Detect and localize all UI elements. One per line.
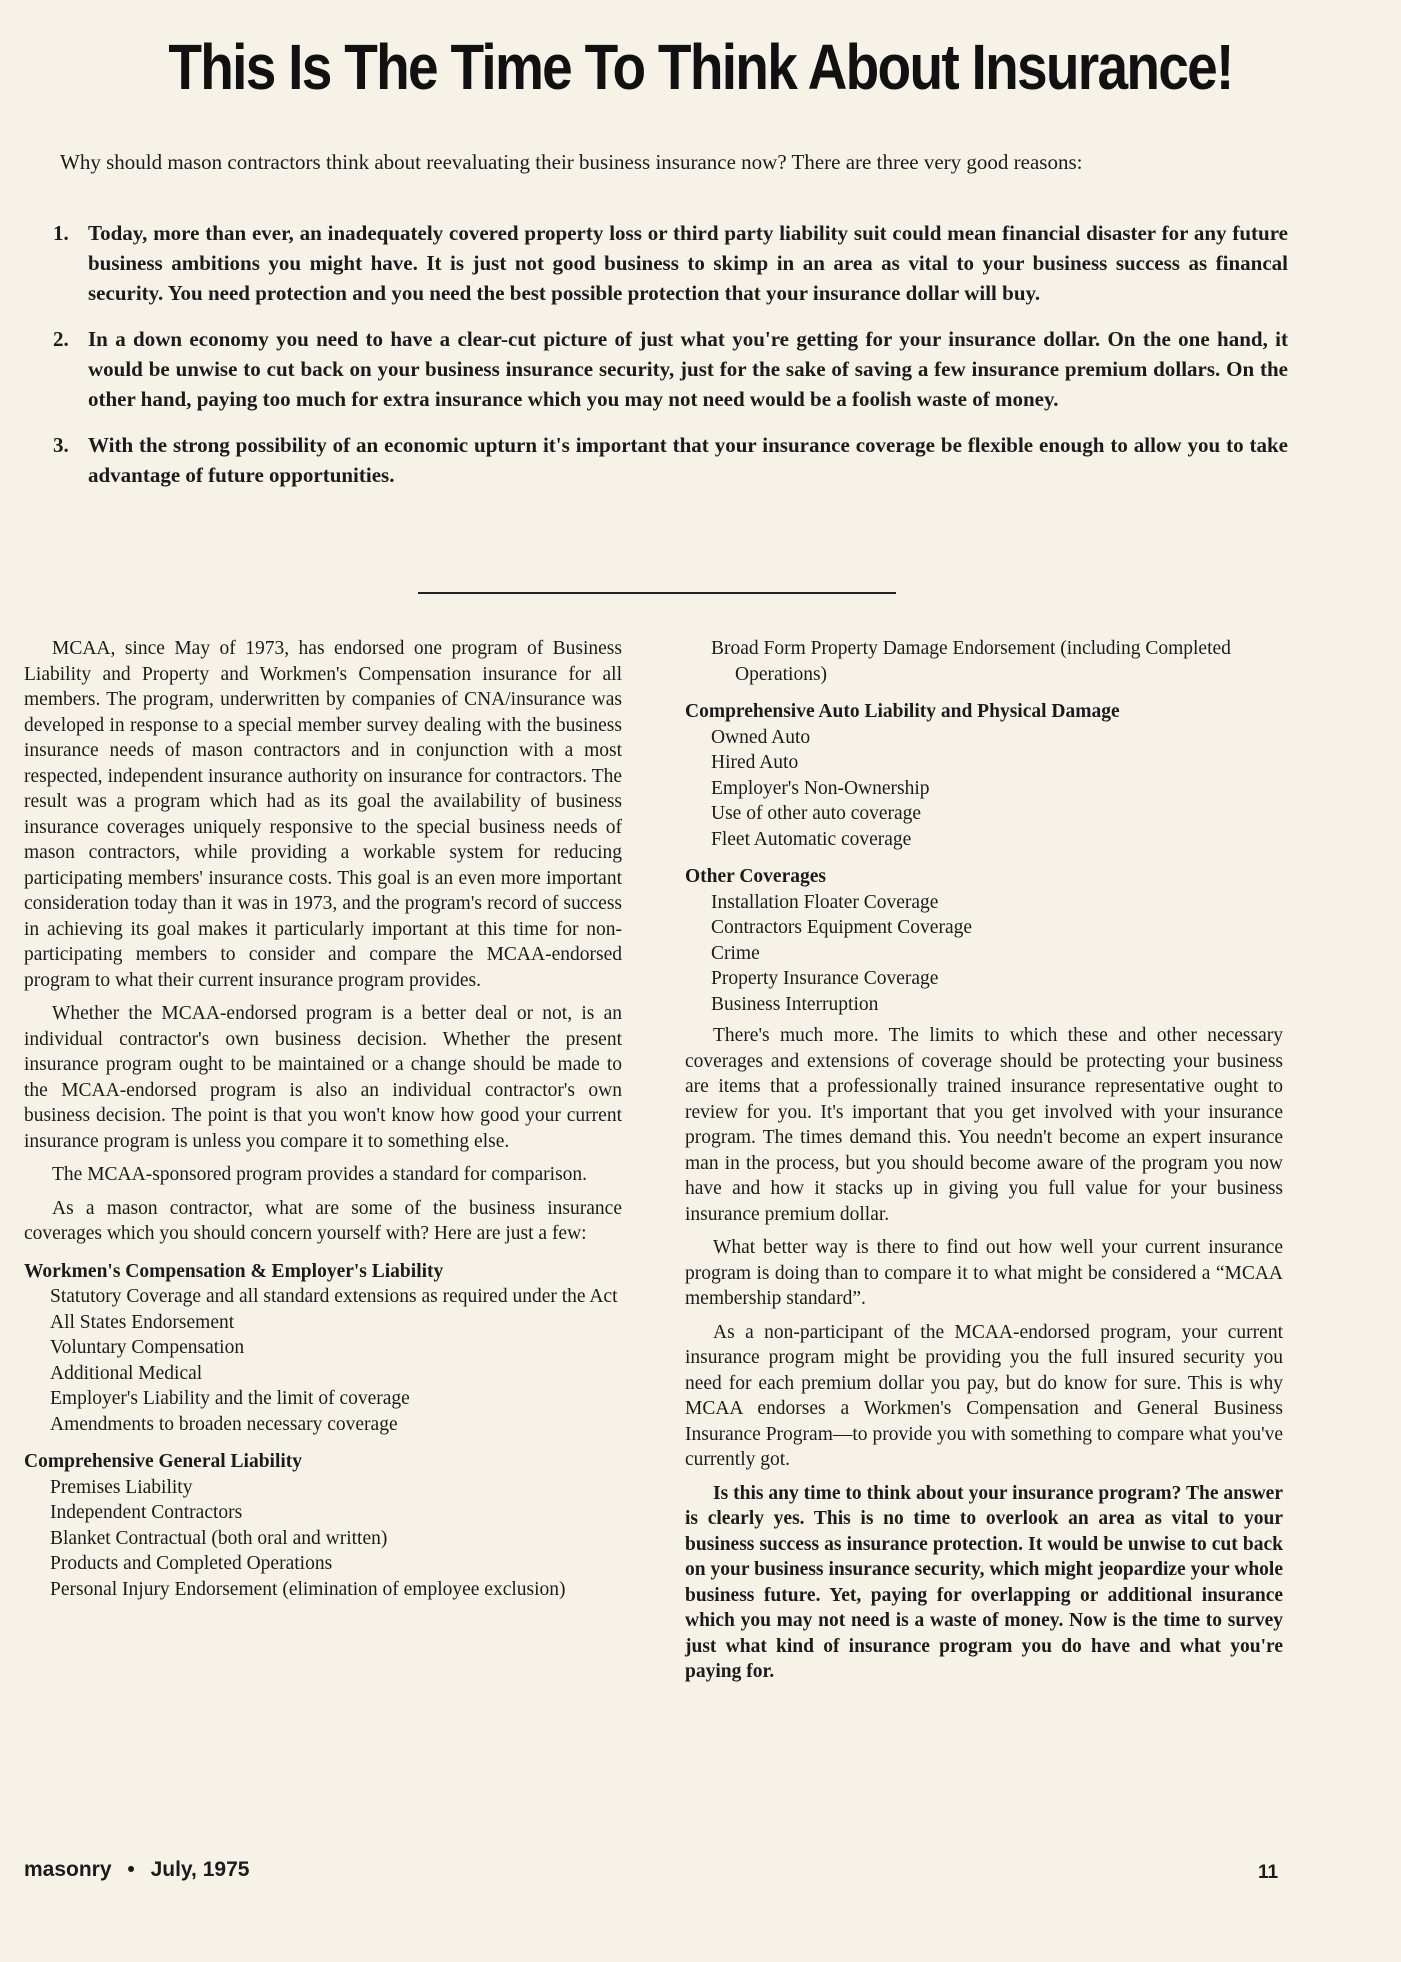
coverage-list-workmen: [24, 1284, 622, 1437]
left-column: [24, 636, 622, 1608]
section-divider: [418, 592, 896, 594]
body-paragraph: The MCAA-sponsored program provides a standard for comparison.: [52, 1164, 588, 1185]
reason-number: 2.: [53, 327, 69, 351]
list-item: Blanket Contractual (both oral and written): [50, 1527, 388, 1549]
body-paragraph: As a mason contractor, what are some of the business insurance coverages which you should concern yourself with? Here are just a few:: [24, 1197, 622, 1244]
body-paragraph: Whether the MCAA-endorsed program is a better deal or not, is an individual contractor's own business decision. Whether the present insurance program ought to be maintained or a change should be made to the MCAA-endorsed program is also an individual contractor's own business decision. The point is that you won't know how good your current insurance program is unless you compare it to something else.: [24, 1003, 622, 1152]
publication-name: masonry: [24, 1858, 112, 1881]
right-column: [685, 636, 1283, 1693]
reason-item: [50, 324, 1288, 414]
reason-text: In a down economy you need to have a clear-cut picture of just what you're getting for your insurance dollar. On the one hand, it would be unwise to cut back on your business insurance security, just for the sake of saving a few insurance premium dollars. On the other hand, paying too much for extra insurance which you may not need would be a foolish waste of money.: [88, 327, 1288, 411]
coverage-heading-workmen: Workmen's Compensation & Employer's Liability: [24, 1260, 444, 1282]
page-title: This Is The Time To Think About Insurance!: [168, 31, 1233, 103]
list-item: Hired Auto: [711, 752, 799, 773]
list-item: Premises Liability: [50, 1476, 193, 1498]
list-item: Employer's Non-Ownership: [711, 777, 930, 799]
list-item: Additional Medical: [50, 1362, 203, 1384]
list-item: Business Interruption: [711, 993, 879, 1015]
body-paragraph: MCAA, since May of 1973, has endorsed one program of Business Liability and Property and Workmen's Compensation insurance for all members. The program, underwritten by companies of CNA/insurance was developed in response to a special member survey dealing with the business insurance needs of mason contractors and in conjunction with a most respected, independent insurance authority on insurance for contractors. The result was a program which had as its goal the availability of business insurance coverages uniquely responsive to the special business needs of mason contractors, while providing a workable system for reducing participating members' insurance costs. This goal is an even more important consideration today than it was in 1973, and the program's record of success in achieving its goal makes it particularly important at this time for non-participating members to consider and compare the MCAA-endorsed program to what their current insurance program provides.: [24, 638, 622, 991]
list-item: Statutory Coverage and all standard extensions as required under the Act: [50, 1286, 618, 1307]
page-number: 11: [1258, 1862, 1279, 1883]
list-item: Owned Auto: [711, 726, 811, 748]
issue-date: July, 1975: [150, 1858, 250, 1881]
coverage-list-auto: [685, 725, 1283, 853]
coverage-heading-auto: Comprehensive Auto Liability and Physical Damage: [685, 701, 1120, 722]
list-item: Installation Floater Coverage: [711, 891, 939, 913]
body-paragraph: What better way is there to find out how well your current insurance program is doing than to compare it to what might be considered a “MCAA membership standard”.: [685, 1237, 1283, 1309]
footer-separator: •: [127, 1858, 135, 1881]
reasons-list: [50, 218, 1288, 506]
list-item: Crime: [711, 942, 760, 964]
closing-paragraph: Is this any time to think about your insurance program? The answer is clearly yes. This is no time to overlook an area as vital to your business success as insurance protection. It would be unwise to cut back on your business insurance security, which might jeopardize your whole business future. Yet, paying for overlapping or additional insurance which you may not need is a waste of money. Now is the time to survey just what kind of insurance program you do have and what you're paying for.: [685, 1482, 1283, 1682]
list-item: All States Endorsement: [50, 1311, 235, 1333]
list-item: Independent Contractors: [50, 1502, 243, 1523]
reason-item: [50, 430, 1288, 490]
list-item: Property Insurance Coverage: [711, 968, 939, 989]
footer-publication: [24, 1858, 249, 1882]
coverage-list-other: [685, 890, 1283, 1018]
reason-text: Today, more than ever, an inadequately covered property loss or third party liability suit could mean financial disaster for any future business ambitions you might have. It is just not good business to skimp in an area as vital to your business success as financal security. You need protection and you need the best possible protection that your insurance dollar will buy.: [88, 221, 1288, 305]
list-item: Fleet Automatic coverage: [711, 828, 912, 850]
list-item: Employer's Liability and the limit of coverage: [50, 1388, 410, 1409]
list-item: Personal Injury Endorsement (elimination of employee exclusion): [50, 1578, 566, 1600]
reason-text: With the strong possibility of an economic upturn it's important that your insurance coverage be flexible enough to allow you to take advantage of future opportunities.: [88, 433, 1288, 487]
body-paragraph: There's much more. The limits to which these and other necessary coverages and extensions of coverage should be protecting your business are items that a professionally trained insurance representative ought to review for you. It's important that you get involved with your insurance program. The times demand this. You needn't become an expert insurance man in the process, but you should become aware of the program you now have and how it stacks up in giving you full value for your business insurance premium dollar.: [685, 1025, 1283, 1225]
reason-number: 3.: [53, 433, 69, 457]
coverage-heading-general: Comprehensive General Liability: [24, 1451, 303, 1472]
list-item: Amendments to broaden necessary coverage: [50, 1413, 398, 1435]
list-item: Products and Completed Operations: [50, 1553, 333, 1574]
reason-number: 1.: [53, 221, 69, 245]
coverage-heading-other: Other Coverages: [685, 866, 826, 887]
reason-item: [50, 218, 1288, 308]
list-item: Broad Form Property Damage Endorsement (including Completed Operations): [711, 638, 1231, 685]
intro-paragraph: Why should mason contractors think about reevaluating their business insurance now? There are three very good reasons:: [60, 150, 1083, 174]
body-paragraph: As a non-participant of the MCAA-endorsed program, your current insurance program might be providing you the full insured security you need for each premium dollar you pay, but do know for sure. This is why MCAA endorses a Workmen's Compensation and General Business Insurance Program—to provide you with something to compare what you've currently got.: [685, 1321, 1283, 1470]
coverage-list-general: [24, 1475, 622, 1603]
list-item: Use of other auto coverage: [711, 803, 922, 824]
coverage-list-general-continued: [685, 636, 1283, 687]
list-item: Contractors Equipment Coverage: [711, 917, 973, 938]
list-item: Voluntary Compensation: [50, 1337, 245, 1358]
